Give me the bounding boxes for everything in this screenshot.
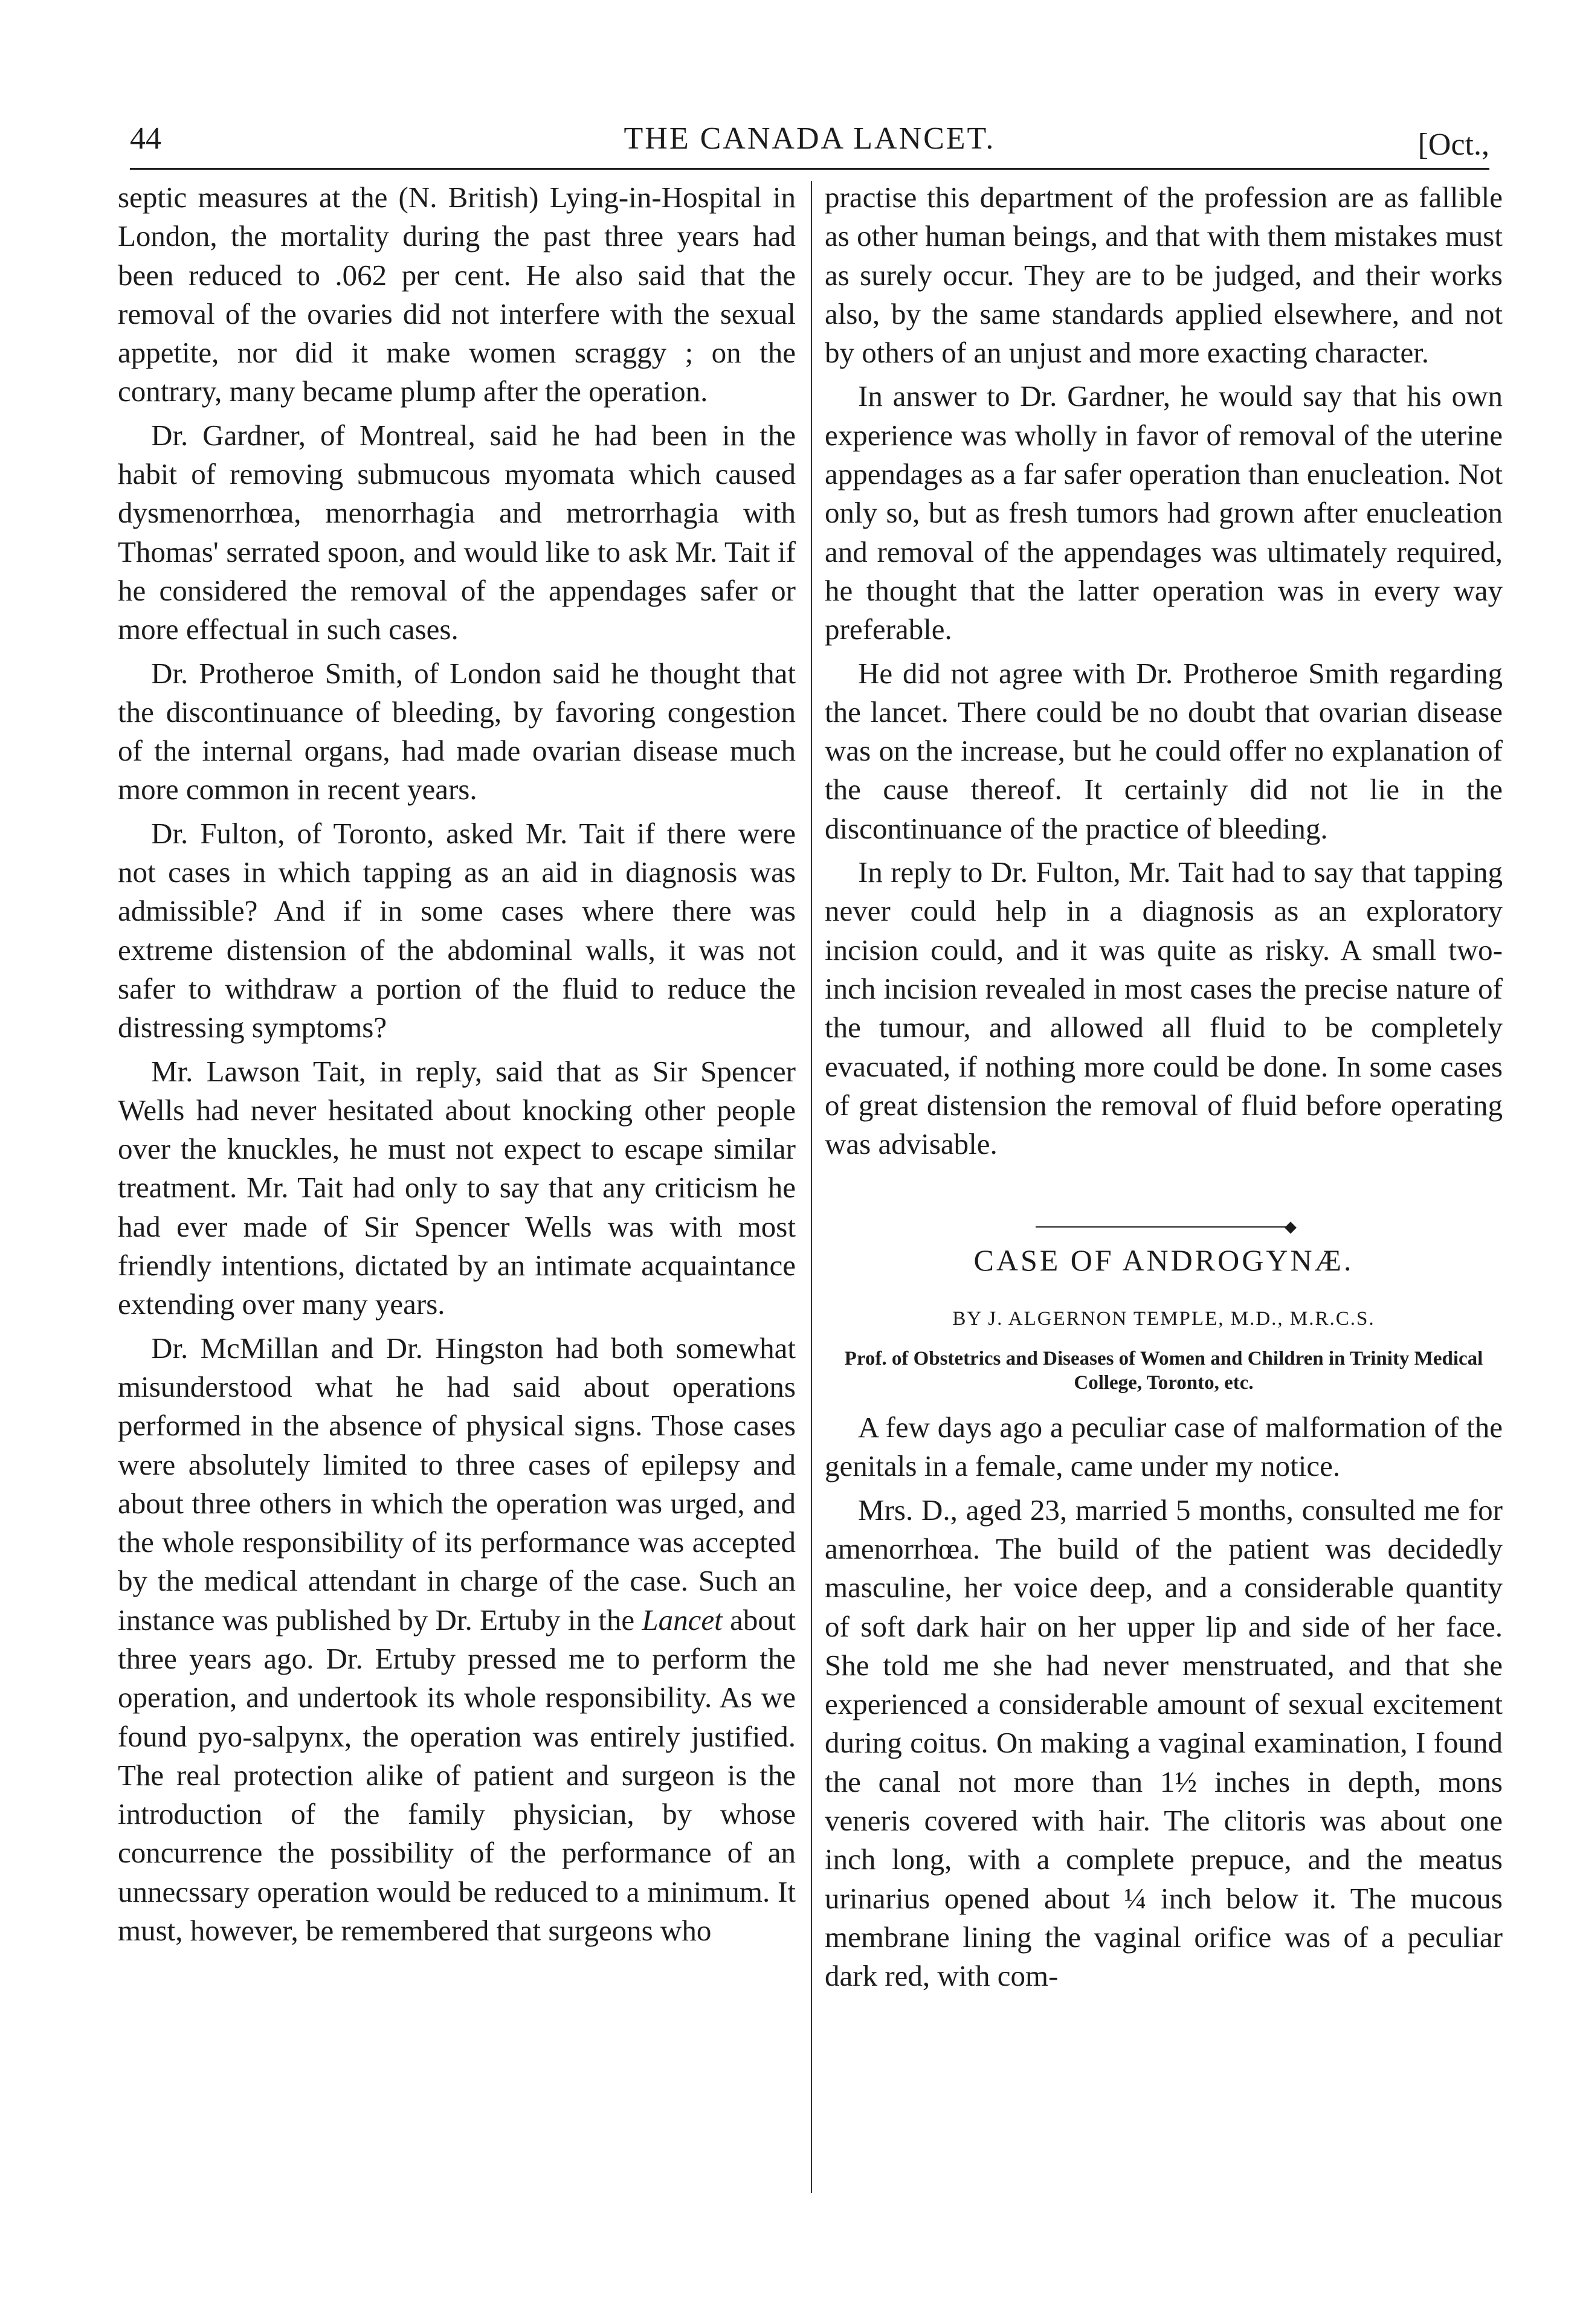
page-number: 44 xyxy=(130,121,161,156)
ornament-line xyxy=(1036,1226,1289,1228)
right-paragraph-2: In answer to Dr. Gardner, he would say that his own experience was wholly in favor of removal of the uterine appendages as a far safer operation than enucleation. Not only so, but as fresh tumors had grown after enucleation and removal of the appendages was ultimately required, he thought that the latter operation was in every way preferable. xyxy=(825,379,1503,646)
right-column xyxy=(825,178,1503,2000)
article-title: CASE OF ANDROGYNÆ. xyxy=(973,1243,1354,1278)
left-paragraph-4: Dr. Fulton, of Toronto, asked Mr. Tait if there were not cases in which tapping as an aid in diagnosis was admissible? And if in some cases where there was extreme distension of the abdominal walls, it was not safer to withdraw a portion of the fluid to reduce the distressing symptoms? xyxy=(118,816,796,1045)
lancet-italic: Lancet xyxy=(642,1603,723,1637)
left-paragraph-2: Dr. Gardner, of Montreal, said he had been in the habit of removing submucous myomata which caused dysmenorrhœa, menorrhagia and metrorrhagia with Thomas' serrated spoon, and would like to ask Mr. Tait if he considered the removal of the appendages safer or more effectual in such cases. xyxy=(118,418,796,646)
left-column xyxy=(118,178,796,1955)
issue-month: [Oct., xyxy=(1417,127,1489,162)
column-divider xyxy=(811,181,812,2193)
right-paragraph-4: In reply to Dr. Fulton, Mr. Tait had to say that tapping never could help in a diagnosis as an exploratory incision could, and it was quite as risky. A small two-inch incision revealed in most cases the precise nature of the tumour, and allowed all fluid to be completely evacuated, if nothing more could be done. In some cases of great distension the removal of fluid before operating was advisable. xyxy=(825,855,1503,1161)
header-rule xyxy=(130,168,1489,170)
running-header xyxy=(130,115,1489,163)
left-paragraph-3: Dr. Protheroe Smith, of London said he thought that the discontinuance of bleeding, by favoring congestion of the internal organs, had made ovarian disease much more common in recent years. xyxy=(118,656,796,806)
journal-title: THE CANADA LANCET. xyxy=(624,121,996,156)
article-byline: BY J. ALGERNON TEMPLE, M.D., M.R.C.S. xyxy=(952,1307,1375,1330)
left-paragraph-6-end: about three years ago. Dr. Ertuby pressed me to perform the operation, and undertook its whole responsibility. As we found pyo-salpynx, the operation was entirely justified. The real protection alike of patient and surgeon is the introduction of the family physician, by whose concurrence the possibility of the performance of an unnecssary operation would be reduced to a minimum. It must, however, be remembered that surgeons who xyxy=(118,1603,796,1948)
right-paragraph-6: Mrs. D., aged 23, married 5 months, consulted me for amenorrhœa. The build of the patient was decidedly masculine, her voice deep, and a considerable quantity of soft dark hair on her upper lip and side of her face. She told me she had never menstruated, and that she experienced a considerable amount of sexual excitement during coitus. On making a vaginal examination, I found the canal not more than 1½ inches in depth, mons veneris covered with hair. The clitoris was about one inch long, with a complete prepuce, and the meatus urinarius opened about ¼ inch below it. The mucous membrane lining the vaginal orifice was of a peculiar dark red, with com- xyxy=(825,1493,1503,1993)
left-paragraph-6-start: Dr. McMillan and Dr. Hingston had both somewhat misunderstood what he had said about operations performed in the absence of physical signs. Those cases were absolutely limited to three cases of epilepsy and about three others in which the operation was urged, and the whole responsibility of its performance was accepted by the medical attendant in charge of the case. Such an instance was published by Dr. Ertuby in the xyxy=(118,1331,796,1637)
ornament-dot-icon: ◆ xyxy=(1285,1218,1297,1236)
right-paragraph-3: He did not agree with Dr. Protheroe Smith regarding the lancet. There could be no doubt that ovarian disease was on the increase, but he could offer no explanation of the cause thereof. It certainly did not lie in the discontinuance of the practice of bleeding. xyxy=(825,656,1503,845)
right-paragraph-1: practise this department of the profession are as fallible as other human beings, and that with them mistakes must as surely occur. They are to be judged, and their works also, by the same standards applied elsewhere, and not by others of an unjust and more exacting character. xyxy=(825,181,1503,370)
left-paragraph-5: Mr. Lawson Tait, in reply, said that as Sir Spencer Wells had never hesitated about knocking other people over the knuckles, he must not expect to escape similar treatment. Mr. Tait had only to say that any criticism he had ever made of Sir Spencer Wells was with most friendly intentions, dictated by an intimate acquaintance extending over many years. xyxy=(118,1054,796,1321)
section-ornament xyxy=(825,1205,1503,1236)
left-paragraph-6 xyxy=(118,1329,796,1951)
right-paragraph-5: A few days ago a peculiar case of malformation of the genitals in a female, came under my notice. xyxy=(825,1411,1503,1483)
left-paragraph-1: septic measures at the (N. British) Lying-in-Hospital in London, the mortality during the past three years had been reduced to .062 per cent. He also said that the removal of the ovaries did not interfere with the sexual appetite, nor did it make women scraggy ; on the contrary, many became plump after the operation. xyxy=(118,181,796,408)
author-affiliation: Prof. of Obstetrics and Diseases of Women and Children in Trinity Medical College, Toronto, etc. xyxy=(844,1348,1483,1394)
